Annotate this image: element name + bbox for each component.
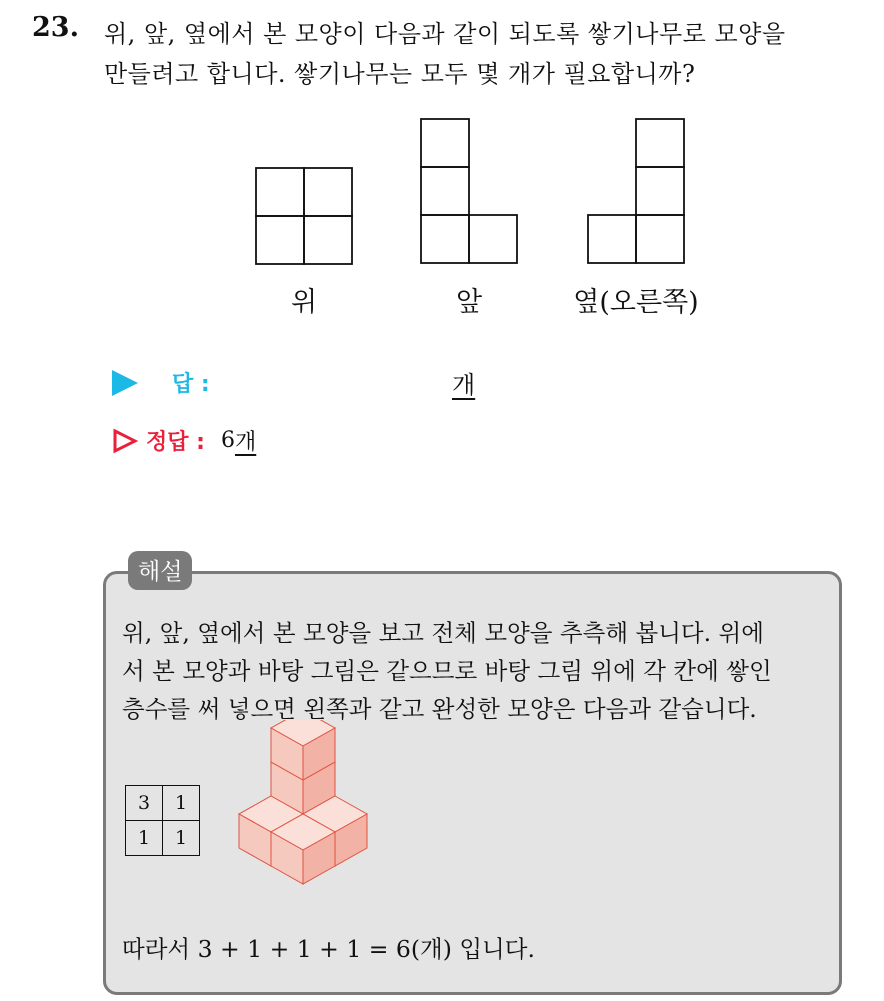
top-view — [256, 168, 352, 264]
grid-cell: 1 — [163, 786, 200, 821]
question-text-line2: 만들려고 합니다. 쌓기나무는 모두 몇 개가 필요합니까? — [104, 60, 696, 88]
correct-answer-label: 정답 : — [146, 430, 205, 455]
grid-cell: 1 — [163, 821, 200, 856]
correct-answer-unit: 개 — [234, 430, 257, 455]
grid-cell: 3 — [126, 786, 163, 821]
outline-triangle-icon — [112, 428, 138, 454]
answer-row — [112, 367, 210, 398]
question-text-line1: 위, 앞, 옆에서 본 모양이 다음과 같이 되도록 쌓기나무로 모양을 — [104, 20, 786, 48]
answer-label: 답 : — [172, 372, 210, 397]
stacked-cubes-figure — [215, 720, 395, 895]
side-view — [588, 119, 684, 263]
correct-answer-row — [112, 425, 256, 456]
explanation-final: 따라서 3 + 1 + 1 + 1 = 6(개) 입니다. — [122, 935, 535, 963]
explanation-line1: 위, 앞, 옆에서 본 모양을 보고 전체 모양을 추측해 봅니다. 위에 — [122, 619, 764, 647]
play-triangle-icon — [112, 370, 138, 396]
explanation-tag: 해설 — [128, 551, 192, 590]
grid-cell: 1 — [126, 821, 163, 856]
explanation-line2: 서 본 모양과 바탕 그림은 같으므로 바탕 그림 위에 각 칸에 쌓인 — [122, 657, 772, 685]
top-view-label: 위 — [290, 287, 318, 318]
front-view-label: 앞 — [455, 287, 483, 318]
layer-count-grid — [125, 785, 200, 856]
side-view-label: 옆(오른쪽) — [573, 287, 699, 318]
explanation-line3: 층수를 써 넣으면 왼쪽과 같고 완성한 모양은 다음과 같습니다. — [122, 695, 757, 723]
front-view — [421, 119, 517, 263]
answer-unit: 개 — [452, 371, 476, 399]
correct-answer-value: 6 — [220, 428, 235, 453]
question-number: 23. — [32, 12, 79, 43]
